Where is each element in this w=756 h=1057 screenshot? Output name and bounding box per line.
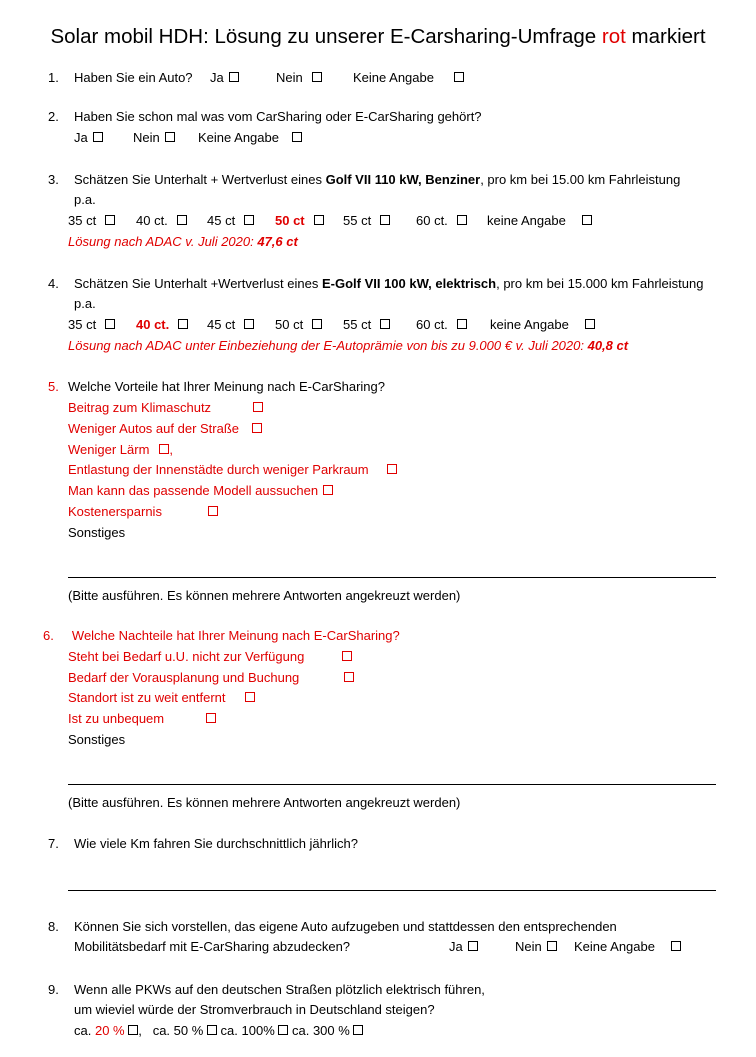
checkbox-icon[interactable]	[323, 485, 333, 495]
q4-option-3[interactable]	[207, 316, 254, 333]
q8-option-no[interactable]	[515, 938, 557, 955]
q4-text-pre: Schätzen Sie Unterhalt +Wertverlust eines	[74, 276, 322, 291]
q6-answer-line[interactable]	[68, 784, 716, 785]
q6-item-4[interactable]	[68, 710, 216, 727]
question-6-text: Welche Nachteile hat Ihrer Meinung nach E-CarSharing?	[71, 628, 400, 643]
checkbox-icon[interactable]	[353, 1025, 363, 1035]
question-2-text: Haben Sie schon mal was vom CarSharing oder E-CarSharing gehört?	[74, 109, 482, 124]
q3-option-6-label: 60 ct.	[416, 213, 448, 228]
q5-answer-line[interactable]	[68, 577, 716, 578]
checkbox-icon[interactable]	[314, 215, 324, 225]
q9-options	[74, 1022, 363, 1039]
q5-item-2[interactable]	[68, 420, 262, 437]
q4-option-1[interactable]	[68, 316, 115, 333]
q4-pa: p.a.	[74, 296, 96, 311]
q5-item-3-label: Weniger Lärm	[68, 442, 150, 457]
q1-option-no-label: Nein	[276, 70, 303, 85]
q9-option-3[interactable]	[221, 1023, 289, 1038]
checkbox-icon[interactable]	[454, 72, 464, 82]
q3-option-6[interactable]	[416, 212, 467, 229]
q4-text-bold: E-Golf VII 100 kW, elektrisch	[321, 276, 497, 291]
checkbox-icon[interactable]	[177, 215, 187, 225]
checkbox-icon[interactable]	[206, 713, 216, 723]
q3-option-5[interactable]	[343, 212, 390, 229]
q3-option-2[interactable]	[136, 212, 187, 229]
q4-option-2[interactable]	[136, 316, 188, 333]
checkbox-icon[interactable]	[208, 506, 218, 516]
checkbox-icon[interactable]	[344, 672, 354, 682]
checkbox-icon[interactable]	[128, 1025, 138, 1035]
question-7-text: Wie viele Km fahren Sie durchschnittlich jährlich?	[74, 836, 358, 851]
checkbox-icon[interactable]	[229, 72, 239, 82]
q9-option-3-label: ca. 100%	[220, 1023, 275, 1038]
q4-option-3-label: 45 ct	[207, 317, 236, 332]
q4-option-5[interactable]	[343, 316, 390, 333]
q6-item-2-label: Bedarf der Vorausplanung und Buchung	[68, 670, 300, 685]
q1-option-none-label: Keine Angabe	[353, 70, 434, 85]
q9-separator: ,	[138, 1023, 142, 1038]
q4-option-4[interactable]	[275, 316, 322, 333]
q6-item-3-label: Standort ist zu weit entfernt	[68, 690, 226, 705]
checkbox-icon[interactable]	[207, 1025, 217, 1035]
q2-option-no-label: Nein	[133, 130, 160, 145]
q4-solution-label: Lösung nach ADAC unter Einbeziehung der E-Autoprämie von bis zu 9.000 € v. Juli 2020:	[68, 338, 588, 353]
q6-item-4-label: Ist zu unbequem	[68, 711, 165, 726]
q6-item-1[interactable]	[68, 648, 352, 665]
checkbox-icon[interactable]	[159, 444, 169, 454]
q3-option-4-label: 50 ct	[275, 213, 305, 228]
q2-option-no[interactable]	[133, 129, 175, 146]
q9-option-1-prefix: ca.	[74, 1023, 92, 1038]
q5-item-4[interactable]	[68, 461, 397, 478]
q5-item-1-label: Beitrag zum Klimaschutz	[68, 400, 212, 415]
question-3-number: 3.	[48, 172, 59, 187]
q8-option-yes[interactable]	[449, 938, 478, 955]
q3-option-7[interactable]	[487, 212, 592, 229]
checkbox-icon[interactable]	[547, 941, 557, 951]
q6-item-3[interactable]	[68, 689, 255, 706]
checkbox-icon[interactable]	[312, 72, 322, 82]
q6-hint: (Bitte ausführen. Es können mehrere Antworten angekreuzt werden)	[68, 795, 461, 810]
q9-option-4[interactable]	[292, 1023, 363, 1038]
q4-option-1-label: 35 ct	[68, 317, 97, 332]
checkbox-icon[interactable]	[312, 319, 322, 329]
q3-option-3-label: 45 ct	[207, 213, 236, 228]
question-9-line1: Wenn alle PKWs auf den deutschen Straßen plötzlich elektrisch führen,	[74, 982, 485, 997]
q1-option-yes[interactable]	[210, 69, 239, 86]
checkbox-icon[interactable]	[671, 941, 681, 951]
q2-option-yes-label: Ja	[74, 130, 88, 145]
q9-option-1[interactable]	[74, 1023, 142, 1038]
q9-option-2-label: ca. 50 %	[152, 1023, 204, 1038]
q8-option-no-label: Nein	[515, 939, 542, 954]
question-6-number: 6.	[43, 628, 54, 643]
q4-option-6-label: 60 ct.	[416, 317, 448, 332]
q4-solution-value: 40,8 ct	[587, 338, 629, 353]
checkbox-icon[interactable]	[244, 319, 254, 329]
checkbox-icon[interactable]	[342, 651, 352, 661]
q5-item-3[interactable]	[68, 441, 173, 458]
q4-option-4-label: 50 ct	[275, 317, 304, 332]
question-8-line2: Mobilitätsbedarf mit E-CarSharing abzudecken?	[74, 939, 351, 954]
question-4-number: 4.	[48, 276, 59, 291]
q3-text-pre: Schätzen Sie Unterhalt + Wertverlust eines	[74, 172, 326, 187]
q5-item-1[interactable]	[68, 399, 263, 416]
checkbox-icon[interactable]	[105, 319, 115, 329]
q6-item-2[interactable]	[68, 669, 354, 686]
q3-text-post: , pro km bei 15.00 km Fahrleistung	[480, 172, 681, 187]
checkbox-icon[interactable]	[457, 215, 467, 225]
q1-option-no[interactable]	[276, 69, 322, 86]
question-5-text: Welche Vorteile hat Ihrer Meinung nach E-CarSharing?	[68, 379, 385, 394]
q3-option-3[interactable]	[207, 212, 254, 229]
question-5-number: 5.	[48, 379, 59, 394]
q5-item-3-suffix: ,	[169, 442, 174, 457]
question-3-text	[74, 171, 680, 188]
question-7-number: 7.	[48, 836, 59, 851]
question-8-line1: Können Sie sich vorstellen, das eigene Auto aufzugeben und stattdessen den entsprechenden	[74, 919, 617, 934]
checkbox-icon[interactable]	[253, 402, 263, 412]
q6-item-1-label: Steht bei Bedarf u.U. nicht zur Verfügung	[68, 649, 305, 664]
q3-option-4[interactable]	[275, 212, 324, 229]
q4-option-7-label: keine Angabe	[490, 317, 569, 332]
q6-other-label: Sonstiges	[68, 732, 126, 747]
q4-option-5-label: 55 ct	[343, 317, 372, 332]
checkbox-icon[interactable]	[244, 215, 254, 225]
question-2-number: 2.	[48, 109, 59, 124]
q5-item-5-label: Man kann das passende Modell aussuchen	[68, 483, 319, 498]
q1-option-yes-label: Ja	[210, 70, 224, 85]
checkbox-icon[interactable]	[468, 941, 478, 951]
q3-option-5-label: 55 ct	[343, 213, 372, 228]
q5-item-6[interactable]	[68, 503, 218, 520]
question-6	[43, 627, 400, 644]
q3-option-2-label: 40 ct.	[136, 213, 168, 228]
q4-option-6[interactable]	[416, 316, 467, 333]
q5-other-label: Sonstiges	[68, 525, 126, 540]
question-8-number: 8.	[48, 919, 59, 934]
q4-text-post: , pro km bei 15.000 km Fahrleistung	[496, 276, 704, 291]
title-suffix: markiert	[625, 25, 706, 48]
page-title	[0, 24, 756, 50]
checkbox-icon[interactable]	[93, 132, 103, 142]
q3-solution	[68, 233, 298, 250]
checkbox-icon[interactable]	[245, 692, 255, 702]
checkbox-icon[interactable]	[252, 423, 262, 433]
q5-hint: (Bitte ausführen. Es können mehrere Antworten angekreuzt werden)	[68, 588, 461, 603]
q4-solution	[68, 337, 628, 354]
question-1-text: Haben Sie ein Auto?	[74, 70, 193, 85]
question-9-number: 9.	[48, 982, 59, 997]
q2-option-none[interactable]	[198, 129, 302, 146]
checkbox-icon[interactable]	[380, 319, 390, 329]
q3-text-bold: Golf VII 110 kW, Benziner	[325, 172, 481, 187]
q2-option-none-label: Keine Angabe	[198, 130, 279, 145]
q8-option-none-label: Keine Angabe	[574, 939, 655, 954]
checkbox-icon[interactable]	[387, 464, 397, 474]
checkbox-icon[interactable]	[457, 319, 467, 329]
question-4-text	[74, 275, 703, 292]
q5-item-5[interactable]	[68, 482, 333, 499]
q9-option-2[interactable]	[153, 1023, 217, 1038]
q8-option-yes-label: Ja	[449, 939, 463, 954]
q3-option-1-label: 35 ct	[68, 213, 97, 228]
checkbox-icon[interactable]	[105, 215, 115, 225]
title-prefix: Solar mobil HDH: Lösung zu unserer E-Carsharing-Umfrage	[50, 25, 602, 48]
q9-option-1-label: 20 %	[94, 1023, 125, 1038]
q4-option-2-label: 40 ct.	[136, 317, 170, 332]
q3-option-1[interactable]	[68, 212, 115, 229]
checkbox-icon[interactable]	[380, 215, 390, 225]
checkbox-icon[interactable]	[582, 215, 592, 225]
q1-option-none[interactable]	[353, 69, 464, 86]
checkbox-icon[interactable]	[178, 319, 188, 329]
q2-option-yes[interactable]	[74, 129, 103, 146]
question-9-line2: um wieviel würde der Stromverbrauch in Deutschland steigen?	[74, 1002, 435, 1017]
q3-solution-label: Lösung nach ADAC v. Juli 2020:	[68, 234, 258, 249]
checkbox-icon[interactable]	[165, 132, 175, 142]
title-red-word: rot	[601, 25, 626, 48]
q3-pa: p.a.	[74, 192, 96, 207]
q3-solution-value: 47,6 ct	[257, 234, 298, 249]
checkbox-icon[interactable]	[278, 1025, 288, 1035]
checkbox-icon[interactable]	[292, 132, 302, 142]
q9-option-4-label: ca. 300 %	[292, 1023, 350, 1038]
q5-item-6-label: Kostenersparnis	[68, 504, 162, 519]
checkbox-icon[interactable]	[585, 319, 595, 329]
q5-item-2-label: Weniger Autos auf der Straße	[68, 421, 240, 436]
q5-item-4-label: Entlastung der Innenstädte durch weniger Parkraum	[68, 462, 369, 477]
question-1-number: 1.	[48, 70, 59, 85]
q7-answer-line[interactable]	[68, 890, 716, 891]
q4-option-7[interactable]	[490, 316, 595, 333]
q8-option-none[interactable]	[574, 938, 681, 955]
q3-option-7-label: keine Angabe	[487, 213, 566, 228]
